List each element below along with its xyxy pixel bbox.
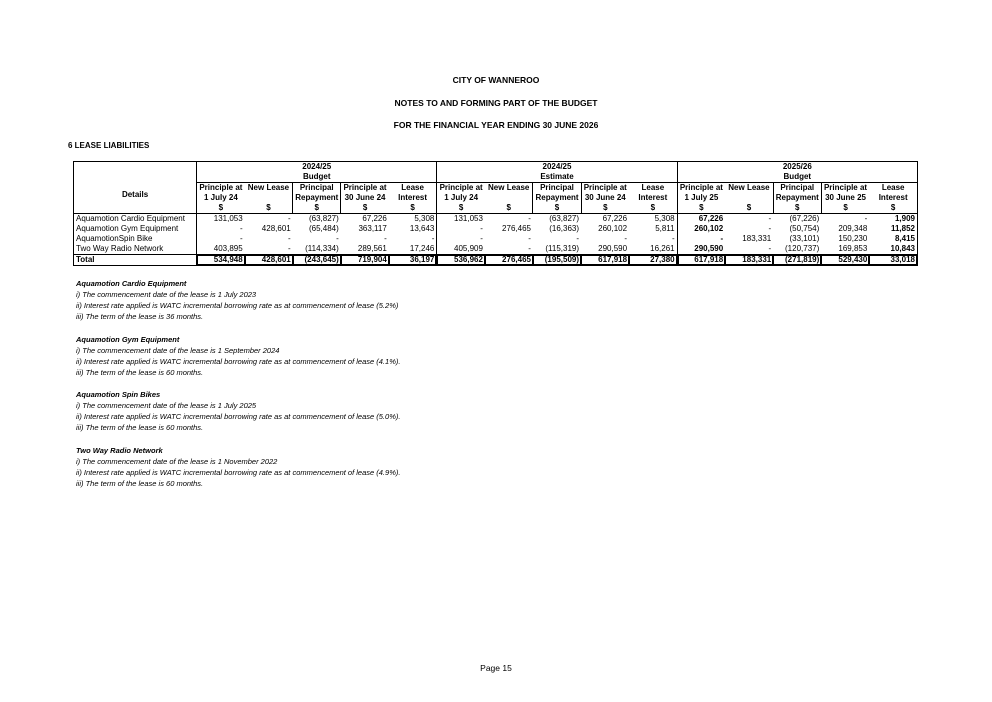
column-header: Repayment — [293, 193, 341, 203]
table-cell: - — [437, 224, 485, 234]
total-cell: (195,509) — [533, 255, 581, 266]
group-type: Estimate — [437, 172, 677, 183]
table-cell: - — [288, 214, 291, 223]
lease-notes — [76, 278, 400, 500]
note-line: i) The commencement date of the lease is 1 July 2025 — [76, 401, 257, 410]
table-cell: - — [768, 244, 772, 253]
column-header: Principal — [533, 183, 581, 194]
note-title: Aquamotion Cardio Equipment — [76, 279, 187, 288]
column-header — [485, 193, 533, 203]
total-cell: (271,819) — [773, 255, 821, 266]
document-subtitle: NOTES TO AND FORMING PART OF THE BUDGET — [394, 98, 598, 108]
note-line: ii) Interest rate applied is WATC incremental borrowing rate as at commencement of lease (4.9%). — [76, 467, 401, 477]
table-cell: - — [671, 234, 675, 243]
table-cell: (120,737) — [785, 244, 820, 253]
currency-unit: $ — [821, 203, 869, 214]
currency-unit: $ — [341, 203, 389, 214]
table-row — [74, 234, 918, 244]
currency-unit: $ — [581, 203, 629, 214]
currency-unit: $ — [725, 203, 773, 214]
total-cell: (243,645) — [293, 255, 341, 266]
total-cell: 719,904 — [341, 255, 389, 266]
total-cell: 617,918 — [677, 255, 725, 266]
details-label: Details — [121, 189, 149, 199]
column-header: Repayment — [773, 193, 821, 203]
column-header: New Lease — [488, 183, 530, 192]
table-row — [74, 224, 918, 234]
note-block — [76, 278, 400, 322]
column-header: Lease — [641, 183, 665, 192]
table-cell: 169,853 — [838, 244, 868, 253]
table-cell: - — [624, 234, 628, 243]
column-header: Principle at — [437, 183, 485, 194]
total-cell: 529,430 — [821, 255, 869, 266]
column-header: Principle at — [821, 183, 869, 194]
column-header — [725, 193, 773, 203]
row-label: Two Way Radio Network — [74, 244, 197, 255]
currency-unit: $ — [677, 203, 725, 214]
column-header: Principle at — [341, 183, 389, 194]
total-cell: 276,465 — [485, 255, 533, 266]
table-cell: 8,415 — [869, 234, 917, 244]
column-header: 1 July 25 — [677, 193, 725, 203]
table-row — [74, 214, 918, 225]
period-title: FOR THE FINANCIAL YEAR ENDING 30 JUNE 2026 — [393, 120, 599, 130]
group-year: 2024/25 — [197, 162, 437, 173]
group-year: 2024/25 — [437, 162, 677, 173]
table-cell: 403,895 — [197, 244, 245, 255]
column-header: Lease — [401, 183, 424, 192]
table-cell: 131,053 — [437, 214, 485, 225]
total-cell: 27,380 — [629, 255, 677, 266]
group-type: Budget — [677, 172, 917, 183]
table-cell: 405,909 — [437, 244, 485, 255]
note-line: i) The commencement date of the lease is 1 November 2022 — [76, 456, 278, 466]
note-line: iii) The term of the lease is 60 months. — [76, 367, 204, 377]
currency-unit: $ — [629, 203, 677, 214]
table-cell: - — [197, 224, 245, 234]
column-header: Lease — [869, 183, 917, 194]
row-label: Aquamotion Cardio Equipment — [74, 214, 197, 225]
note-line: ii) Interest rate applied is WATC incremental borrowing rate as at commencement of lease (5.0%). — [76, 412, 401, 421]
table-cell: - — [864, 214, 868, 223]
currency-unit: $ — [293, 203, 341, 214]
column-header: 30 June 24 — [581, 193, 629, 203]
table-cell: (50,754) — [789, 224, 820, 233]
note-line: iii) The term of the lease is 60 months. — [76, 478, 204, 488]
column-header: Principle at — [197, 183, 245, 194]
table-cell: 5,308 — [654, 214, 675, 223]
table-cell: (115,319) — [545, 244, 580, 253]
table-cell: (65,484) — [308, 224, 339, 233]
table-cell: (63,827) — [308, 214, 339, 223]
note-line: iii) The term of the lease is 60 months. — [76, 423, 204, 432]
page-number: Page 15 — [480, 663, 512, 673]
table-cell: - — [768, 224, 772, 233]
note-block — [76, 334, 400, 378]
table-cell: 1,909 — [869, 214, 917, 225]
column-header: New Lease — [247, 183, 290, 192]
table-cell: 67,226 — [677, 214, 725, 225]
note-line: i) The commencement date of the lease is 1 July 2023 — [76, 290, 257, 299]
table-cell: 428,601 — [261, 224, 291, 233]
row-label: AquamotionSpin Bike — [74, 234, 197, 244]
note-title: Aquamotion Gym Equipment — [76, 334, 180, 344]
column-header — [245, 193, 293, 203]
table-cell: 183,331 — [742, 234, 772, 243]
table-cell: - — [437, 234, 485, 244]
org-title: CITY OF WANNEROO — [452, 75, 540, 85]
table-row — [74, 244, 918, 255]
table-cell: - — [336, 234, 339, 243]
currency-unit: $ — [533, 203, 581, 214]
note-title: Two Way Radio Network — [76, 445, 163, 455]
column-header: Interest — [869, 193, 917, 203]
total-cell: 617,918 — [581, 255, 629, 266]
column-header: Interest — [398, 193, 428, 202]
table-cell: - — [528, 214, 531, 223]
table-cell: - — [288, 244, 291, 253]
table-cell: - — [768, 214, 772, 223]
currency-unit: $ — [197, 203, 245, 214]
table-cell: 10,843 — [869, 244, 917, 255]
table-cell: - — [197, 234, 245, 244]
note-line: i) The commencement date of the lease is 1 September 2024 — [76, 345, 280, 355]
total-label: Total — [74, 255, 197, 266]
currency-unit: $ — [437, 203, 485, 214]
table-cell: - — [677, 234, 725, 244]
table-cell: (33,101) — [789, 234, 820, 243]
column-header: 1 July 24 — [437, 193, 485, 203]
currency-unit: $ — [389, 203, 437, 214]
total-cell: 33,018 — [869, 255, 917, 266]
column-header: Principal — [773, 183, 821, 194]
total-cell: 534,948 — [197, 255, 245, 266]
total-row — [74, 255, 918, 266]
column-header: Principal — [293, 183, 341, 194]
table-cell: - — [528, 234, 531, 243]
table-cell: 5,811 — [655, 224, 675, 233]
table-cell: 5,308 — [414, 214, 435, 223]
note-line: ii) Interest rate applied is WATC incremental borrowing rate as at commencement of lease (5.2%) — [76, 301, 399, 310]
note-block — [76, 445, 400, 489]
table-cell: 13,643 — [409, 224, 435, 233]
table-cell: 11,852 — [869, 224, 917, 234]
table-cell: - — [576, 234, 580, 243]
table-cell: (63,827) — [549, 214, 580, 223]
table-cell: 17,246 — [409, 244, 435, 253]
table-cell: 150,230 — [838, 234, 868, 243]
total-cell: 536,962 — [437, 255, 485, 266]
table-cell: (114,334) — [305, 244, 339, 253]
section-title: 6 LEASE LIABILITIES — [68, 141, 150, 150]
table-cell: - — [288, 234, 291, 243]
table-cell: 131,053 — [197, 214, 245, 225]
column-header: Interest — [638, 193, 668, 202]
column-header: 30 June 24 — [341, 193, 389, 203]
table-cell: 290,590 — [598, 244, 628, 253]
table-cell: 290,590 — [677, 244, 725, 255]
column-header: Principle at — [677, 183, 725, 194]
table-cell: 67,226 — [602, 214, 628, 223]
details-header — [74, 162, 197, 214]
table-cell: - — [528, 244, 531, 253]
note-block — [76, 389, 400, 433]
total-cell: 183,331 — [725, 255, 773, 266]
currency-unit: $ — [869, 203, 917, 214]
table-cell: 209,348 — [838, 224, 868, 233]
table-cell: (67,226) — [789, 214, 820, 223]
row-label: Aquamotion Gym Equipment — [74, 224, 197, 234]
group-year: 2025/26 — [677, 162, 917, 173]
currency-unit: $ — [773, 203, 821, 214]
column-header: 30 June 25 — [821, 193, 869, 203]
lease-liabilities-table — [73, 161, 918, 266]
column-header: New Lease — [728, 183, 770, 192]
table-cell: (16,363) — [549, 224, 580, 233]
column-header: Repayment — [533, 193, 581, 203]
table-cell: - — [384, 234, 387, 243]
table-cell: 363,117 — [358, 224, 387, 233]
table-cell: - — [431, 234, 435, 243]
table-cell: 260,102 — [677, 224, 725, 234]
table-cell: 16,261 — [650, 244, 675, 253]
table-cell: 289,561 — [357, 244, 387, 253]
note-line: iii) The term of the lease is 36 months. — [76, 312, 204, 321]
table-cell: 67,226 — [362, 214, 387, 223]
table-cell: 260,102 — [598, 224, 628, 233]
group-type: Budget — [197, 172, 437, 183]
total-cell: 428,601 — [245, 255, 293, 266]
note-line: ii) Interest rate applied is WATC incremental borrowing rate as at commencement of lease (4.1%). — [76, 356, 401, 366]
note-title: Aquamotion Spin Bikes — [76, 390, 161, 399]
currency-unit: $ — [485, 203, 533, 214]
currency-unit: $ — [245, 203, 293, 214]
column-header: Principle at — [581, 183, 629, 194]
table-cell: 276,465 — [502, 224, 531, 233]
column-header: 1 July 24 — [197, 193, 245, 203]
total-cell: 36,197 — [389, 255, 437, 266]
